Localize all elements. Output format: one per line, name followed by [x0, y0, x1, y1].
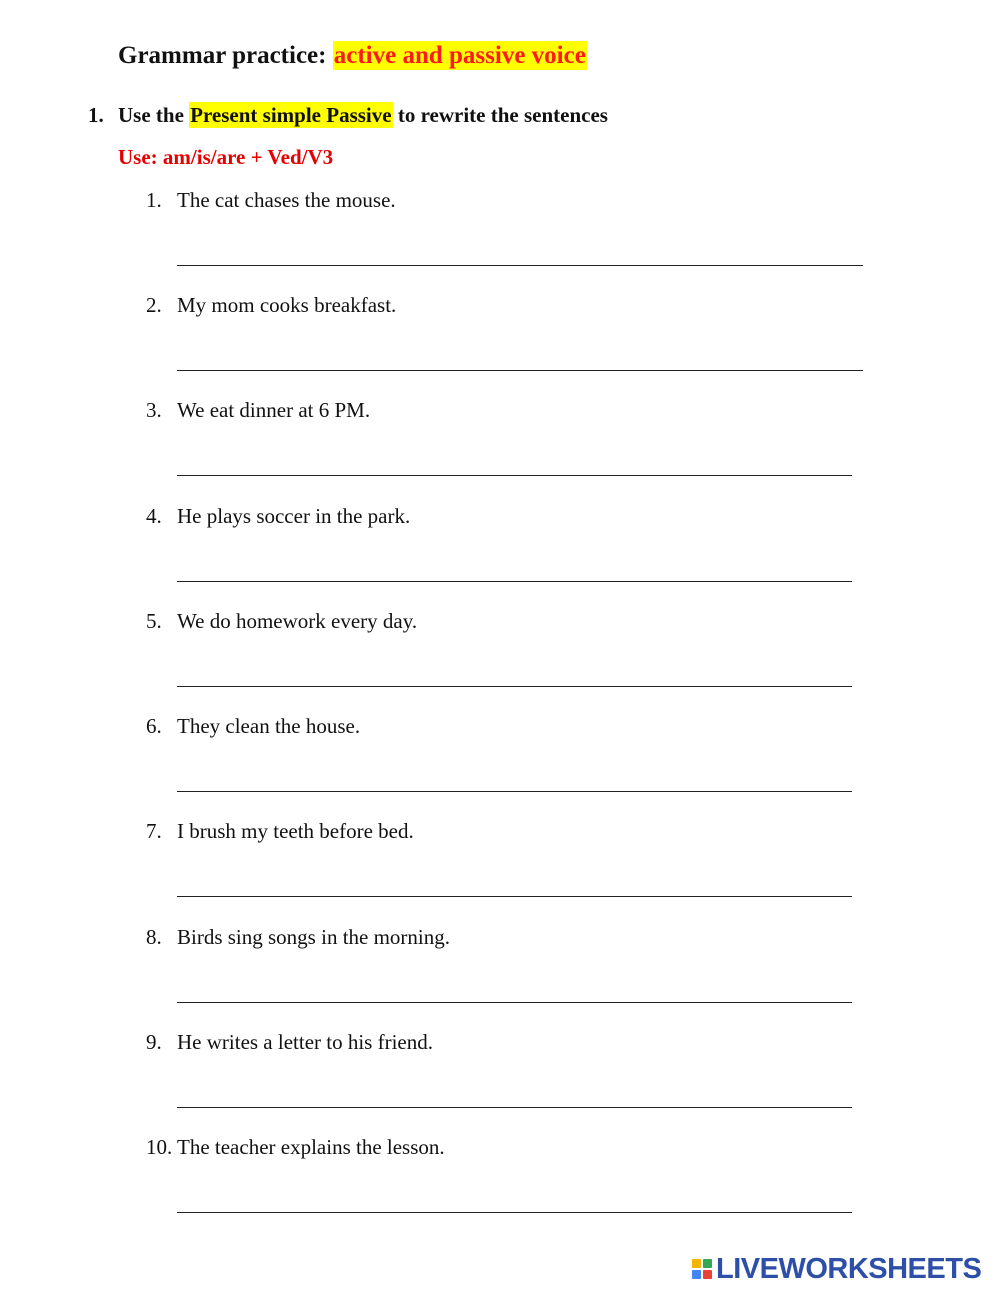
question-number: 4. — [146, 504, 162, 528]
question-8 — [146, 925, 450, 950]
question-2 — [146, 293, 396, 318]
grammar-rule: Use: am/is/are + Ved/V3 — [118, 145, 334, 169]
question-number: 7. — [146, 819, 162, 843]
answer-line-2[interactable] — [177, 370, 863, 371]
question-6 — [146, 714, 360, 739]
logo-mark-icon — [692, 1259, 712, 1279]
answer-line-9[interactable] — [177, 1107, 852, 1108]
question-text: He plays soccer in the park. — [177, 504, 411, 528]
title-highlight: active and passive voice — [333, 42, 586, 69]
question-text: They clean the house. — [177, 714, 361, 738]
answer-line-5[interactable] — [177, 686, 852, 687]
question-number: 2. — [146, 293, 162, 317]
answer-line-3[interactable] — [177, 475, 852, 476]
question-text: The cat chases the mouse. — [177, 188, 396, 212]
question-number: 1. — [146, 188, 162, 212]
section-number: 1. — [88, 103, 104, 127]
question-text: Birds sing songs in the morning. — [177, 925, 451, 949]
logo-square-3 — [692, 1270, 701, 1279]
title-prefix: Grammar practice: — [118, 42, 333, 69]
answer-line-1[interactable] — [177, 265, 863, 266]
liveworksheets-logo — [692, 1252, 981, 1286]
question-9 — [146, 1030, 433, 1055]
question-5 — [146, 609, 417, 634]
question-number: 6. — [146, 714, 162, 738]
logo-square-4 — [703, 1270, 712, 1279]
question-10 — [146, 1135, 445, 1160]
question-number: 5. — [146, 609, 162, 633]
answer-line-4[interactable] — [177, 581, 852, 582]
instruction-highlight: Present simple Passive — [190, 103, 392, 127]
logo-square-1 — [692, 1259, 701, 1268]
question-text: We do homework every day. — [177, 609, 418, 633]
question-text: We eat dinner at 6 PM. — [177, 398, 371, 422]
logo-square-2 — [703, 1259, 712, 1268]
question-7 — [146, 819, 414, 844]
answer-line-10[interactable] — [177, 1212, 852, 1213]
answer-line-8[interactable] — [177, 1002, 852, 1003]
instruction-before: Use the — [118, 103, 190, 127]
answer-line-7[interactable] — [177, 896, 852, 897]
answer-line-6[interactable] — [177, 791, 852, 792]
question-number: 3. — [146, 398, 162, 422]
question-text: The teacher explains the lesson. — [177, 1135, 445, 1159]
question-3 — [146, 398, 370, 423]
question-1 — [146, 188, 396, 213]
question-text: I brush my teeth before bed. — [177, 819, 414, 843]
question-number: 10. — [146, 1135, 173, 1159]
question-number: 8. — [146, 925, 162, 949]
question-number: 9. — [146, 1030, 162, 1054]
question-4 — [146, 504, 410, 529]
logo-text: LIVEWORKSHEETS — [716, 1252, 982, 1285]
question-text: He writes a letter to his friend. — [177, 1030, 433, 1054]
question-text: My mom cooks breakfast. — [177, 293, 397, 317]
instruction-after: to rewrite the sentences — [392, 103, 608, 127]
